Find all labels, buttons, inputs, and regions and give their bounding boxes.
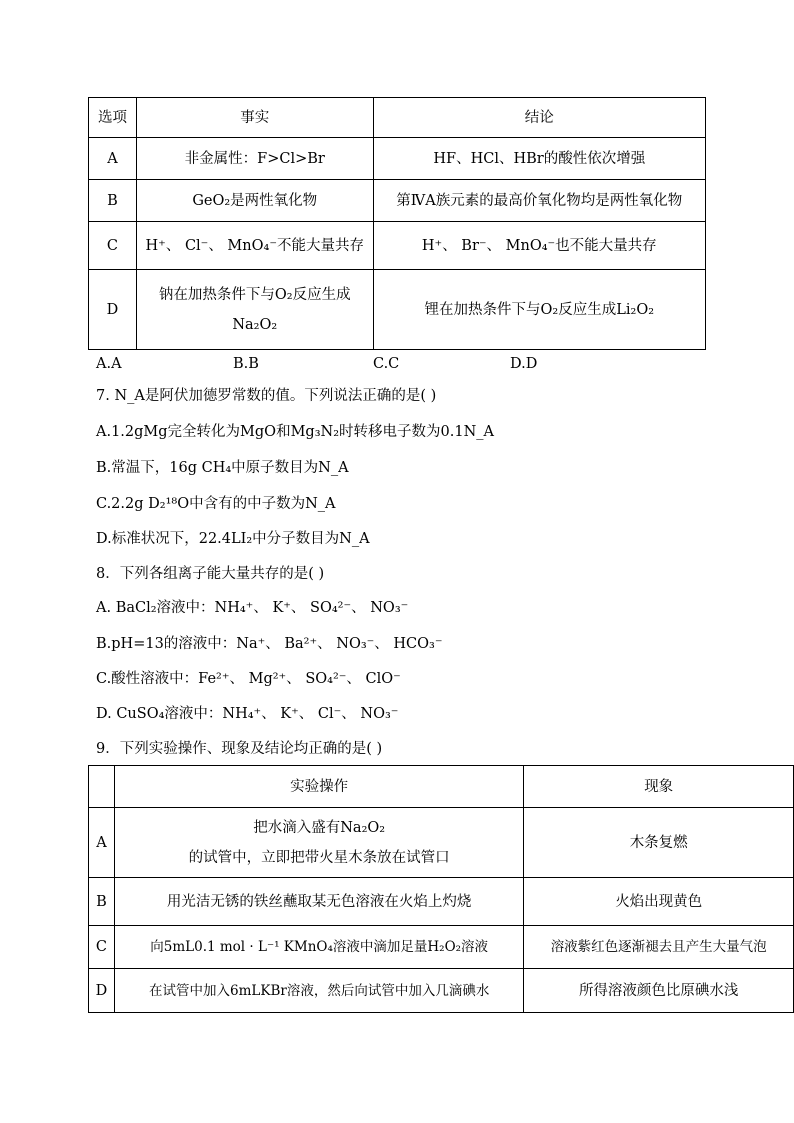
- table-row: [89, 969, 794, 1013]
- q7-option-d: D.标准状况下，22.4LI₂中分子数目为N_A: [96, 531, 370, 547]
- operation-cell: 在试管中加入6mLKBr溶液，然后向试管中加入几滴碘水: [114, 969, 523, 1013]
- option-a: A.A: [96, 356, 122, 372]
- conclusion-cell: 锂在加热条件下与O₂反应生成Li₂O₂: [373, 270, 705, 350]
- phenomenon-cell: 溶液紫红色逐渐褪去且产生大量气泡: [524, 926, 794, 969]
- fact-cell: 非金属性：F>Cl>Br: [136, 138, 373, 180]
- q6-options: [96, 356, 556, 374]
- phenomenon-cell: 火焰出现黄色: [524, 878, 794, 926]
- phenomenon-cell: 木条复燃: [524, 808, 794, 878]
- operation-cell: [114, 808, 523, 878]
- table-row: [89, 878, 794, 926]
- operation-line: 的试管中，立即把带火星木条放在试管口: [188, 849, 450, 866]
- q8-option-c: C.酸性溶液中：Fe²⁺、 Mg²⁺、 SO₄²⁻、 ClO⁻: [96, 671, 401, 687]
- phenomenon-cell: 所得溶液颜色比原碘水浅: [524, 969, 794, 1013]
- table-row: [89, 180, 706, 222]
- option-cell: C: [89, 926, 115, 969]
- table-row: [89, 808, 794, 878]
- q7-stem: 7. N_A是阿伏加德罗常数的值。下列说法正确的是( ): [96, 388, 437, 404]
- option-cell: D: [89, 270, 137, 350]
- table-row: [89, 270, 706, 350]
- q7-option-c: C.2.2g D₂¹⁸O中含有的中子数为N_A: [96, 496, 336, 512]
- fact-cell: [136, 270, 373, 350]
- option-b: B.B: [233, 356, 259, 372]
- q8-stem: 8．下列各组离子能大量共存的是( ): [96, 566, 325, 582]
- fact-cell: GeO₂是两性氧化物: [136, 180, 373, 222]
- facts-conclusions-table: [88, 97, 706, 350]
- table-row: [89, 926, 794, 969]
- table-header: 现象: [524, 766, 794, 808]
- q8-option-b: B.pH=13的溶液中：Na⁺、 Ba²⁺、 NO₃⁻、 HCO₃⁻: [96, 636, 443, 652]
- operation-line: 把水滴入盛有Na₂O₂: [253, 819, 386, 836]
- operation-cell: 用光洁无锈的铁丝蘸取某无色溶液在火焰上灼烧: [114, 878, 523, 926]
- experiment-table: [88, 765, 794, 1013]
- fact-line: Na₂O₂: [232, 316, 278, 333]
- option-cell: B: [89, 878, 115, 926]
- fact-line: 钠在加热条件下与O₂反应生成: [158, 286, 351, 303]
- table-header: 结论: [373, 98, 705, 138]
- table-header-row: [89, 98, 706, 138]
- q8-option-a: A. BaCl₂溶液中：NH₄⁺、 K⁺、 SO₄²⁻、 NO₃⁻: [96, 600, 409, 616]
- operation-cell: 向5mL0.1 mol · L⁻¹ KMnO₄溶液中滴加足量H₂O₂溶液: [114, 926, 523, 969]
- q7-option-a: A.1.2gMg完全转化为MgO和Mg₃N₂时转移电子数为0.1N_A: [96, 424, 494, 440]
- table-row: [89, 222, 706, 270]
- option-c: C.C: [373, 356, 400, 372]
- table-header: 实验操作: [114, 766, 523, 808]
- option-d: D.D: [510, 356, 538, 372]
- table-header-row: [89, 766, 794, 808]
- q9-stem: 9．下列实验操作、现象及结论均正确的是( ): [96, 741, 383, 757]
- conclusion-cell: 第ⅣA族元素的最高价氧化物均是两性氧化物: [373, 180, 705, 222]
- fact-cell: H⁺、 Cl⁻、 MnO₄⁻不能大量共存: [136, 222, 373, 270]
- table-header: 选项: [89, 98, 137, 138]
- table-header: [89, 766, 115, 808]
- table-header: 事实: [136, 98, 373, 138]
- conclusion-cell: HF、HCl、HBr的酸性依次增强: [373, 138, 705, 180]
- option-cell: A: [89, 808, 115, 878]
- option-cell: D: [89, 969, 115, 1013]
- conclusion-cell: H⁺、 Br⁻、 MnO₄⁻也不能大量共存: [373, 222, 705, 270]
- option-cell: A: [89, 138, 137, 180]
- q8-option-d: D. CuSO₄溶液中：NH₄⁺、 K⁺、 Cl⁻、 NO₃⁻: [96, 706, 399, 722]
- option-cell: B: [89, 180, 137, 222]
- option-cell: C: [89, 222, 137, 270]
- q7-option-b: B.常温下，16g CH₄中原子数目为N_A: [96, 460, 349, 476]
- table-row: [89, 138, 706, 180]
